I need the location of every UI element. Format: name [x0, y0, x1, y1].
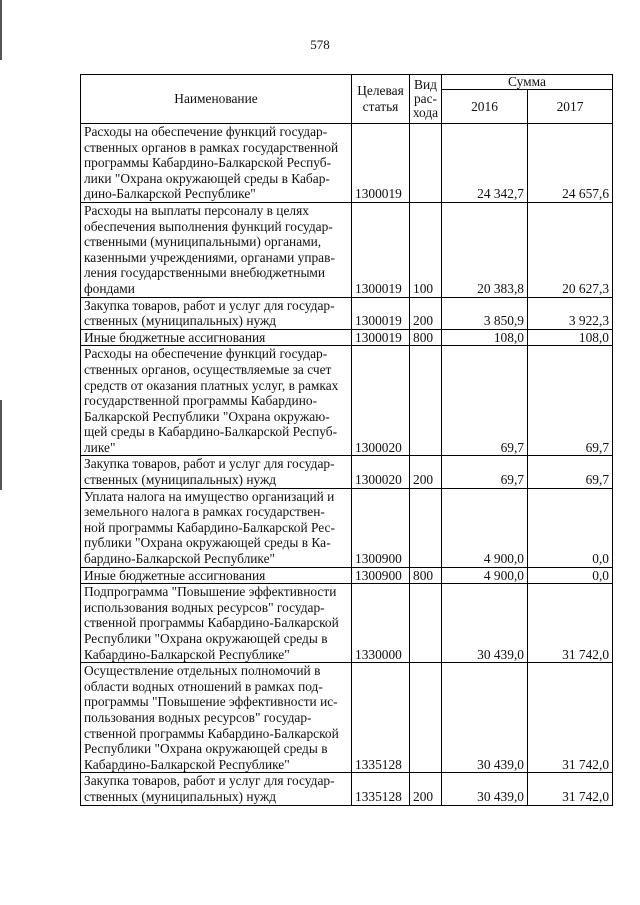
- cell-expense-kind: [410, 663, 442, 773]
- cell-sum-2016: 4 900,0: [442, 567, 528, 584]
- cell-sum-2016: 30 439,0: [442, 773, 528, 805]
- cell-expense-kind: 200: [410, 297, 442, 329]
- cell-name: Закупка товаров, работ и услуг для государ- ственных (муниципальных) нужд: [81, 773, 352, 805]
- cell-target-article: 1300019: [352, 297, 410, 329]
- cell-target-article: 1330000: [352, 584, 410, 663]
- cell-sum-2016: 108,0: [442, 329, 528, 346]
- cell-expense-kind: [410, 488, 442, 567]
- cell-sum-2017: 69,7: [528, 346, 613, 456]
- cell-expense-kind: [410, 346, 442, 456]
- cell-sum-2016: 30 439,0: [442, 584, 528, 663]
- table-row: [81, 456, 613, 488]
- cell-sum-2016: 4 900,0: [442, 488, 528, 567]
- cell-name: Расходы на обеспечение функций государ- ственных органов в рамках государственной программы Кабардино-Балкарской Респуб- лики "Охрана окружающей среды в Кабар- дино-Балкарской Республике": [81, 124, 352, 203]
- budget-table: [80, 74, 613, 806]
- cell-sum-2016: 3 850,9: [442, 297, 528, 329]
- cell-sum-2017: 0,0: [528, 567, 613, 584]
- cell-sum-2016: 69,7: [442, 346, 528, 456]
- table-row: [81, 663, 613, 773]
- cell-sum-2017: 31 742,0: [528, 584, 613, 663]
- header-year-2017: 2017: [528, 90, 613, 124]
- cell-sum-2016: 20 383,8: [442, 202, 528, 297]
- table-row: [81, 567, 613, 584]
- cell-target-article: 1300020: [352, 346, 410, 456]
- table-row: [81, 584, 613, 663]
- table-row: [81, 297, 613, 329]
- table-row: [81, 124, 613, 203]
- cell-sum-2016: 69,7: [442, 456, 528, 488]
- cell-sum-2017: 108,0: [528, 329, 613, 346]
- cell-sum-2017: 24 657,6: [528, 124, 613, 203]
- cell-name: Подпрограмма "Повышение эффективности использования водных ресурсов" государ- ственной программы Кабардино-Балкарской Республики "Охрана окружающей среды в Кабардино-Балкарской Республике": [81, 584, 352, 663]
- header-year-2016: 2016: [442, 90, 528, 124]
- cell-target-article: 1300019: [352, 202, 410, 297]
- cell-target-article: 1300020: [352, 456, 410, 488]
- cell-name: Уплата налога на имущество организаций и земельного налога в рамках государствен- ной программы Кабардино-Балкарской Рес- публики "Охрана окружающей среды в Ка- бардино-Балкарской Республике": [81, 488, 352, 567]
- cell-name: Расходы на выплаты персоналу в целях обеспечения выполнения функций государ- ственными (муниципальными) органами, казенными учреждениями, органами управ- ления государственными внебюджетными фондами: [81, 202, 352, 297]
- cell-target-article: 1300900: [352, 567, 410, 584]
- table-body: [81, 124, 613, 806]
- cell-name: Закупка товаров, работ и услуг для государ- ственных (муниципальных) нужд: [81, 456, 352, 488]
- header-name: Наименование: [81, 75, 352, 124]
- header-target-article: Целевая статья: [352, 75, 410, 124]
- cell-name: Иные бюджетные ассигнования: [81, 567, 352, 584]
- cell-sum-2017: 0,0: [528, 488, 613, 567]
- cell-expense-kind: 100: [410, 202, 442, 297]
- table-row: [81, 488, 613, 567]
- cell-name: Осуществление отдельных полномочий в области водных отношений в рамках под- программы "Повышение эффективности ис- пользования водных ресурсов" государ- ственной программы Кабардино-Балкарской Республики "Охрана окружающей среды в Кабардино-Балкарской Республике": [81, 663, 352, 773]
- cell-expense-kind: 800: [410, 567, 442, 584]
- cell-expense-kind: 800: [410, 329, 442, 346]
- cell-sum-2016: 24 342,7: [442, 124, 528, 203]
- table-row: [81, 202, 613, 297]
- cell-sum-2017: 31 742,0: [528, 773, 613, 805]
- header-expense-kind: Вид рас- хода: [410, 75, 442, 124]
- cell-sum-2017: 31 742,0: [528, 663, 613, 773]
- cell-name: Иные бюджетные ассигнования: [81, 329, 352, 346]
- header-sum: Сумма: [442, 75, 613, 90]
- cell-name: Расходы на обеспечение функций государ- ственных органов, осуществляемые за счет средств от оказания платных услуг, в рамках государственной программы Кабардино- Балкарской Республики "Охрана окружаю- щей среды в Кабардино-Балкарской Респуб- лике": [81, 346, 352, 456]
- table-row: [81, 773, 613, 805]
- cell-target-article: 1300019: [352, 329, 410, 346]
- cell-expense-kind: [410, 584, 442, 663]
- table-row: [81, 329, 613, 346]
- page-number: 578: [310, 37, 330, 52]
- cell-expense-kind: 200: [410, 773, 442, 805]
- cell-expense-kind: 200: [410, 456, 442, 488]
- cell-target-article: 1300019: [352, 124, 410, 203]
- cell-sum-2017: 69,7: [528, 456, 613, 488]
- table-header-row: [81, 75, 613, 90]
- table-row: [81, 346, 613, 456]
- cell-target-article: 1335128: [352, 773, 410, 805]
- cell-sum-2017: 3 922,3: [528, 297, 613, 329]
- cell-sum-2016: 30 439,0: [442, 663, 528, 773]
- cell-name: Закупка товаров, работ и услуг для государ- ственных (муниципальных) нужд: [81, 297, 352, 329]
- cell-target-article: 1335128: [352, 663, 410, 773]
- scan-edge-mark: [0, 400, 2, 490]
- cell-sum-2017: 20 627,3: [528, 202, 613, 297]
- cell-target-article: 1300900: [352, 488, 410, 567]
- cell-expense-kind: [410, 124, 442, 203]
